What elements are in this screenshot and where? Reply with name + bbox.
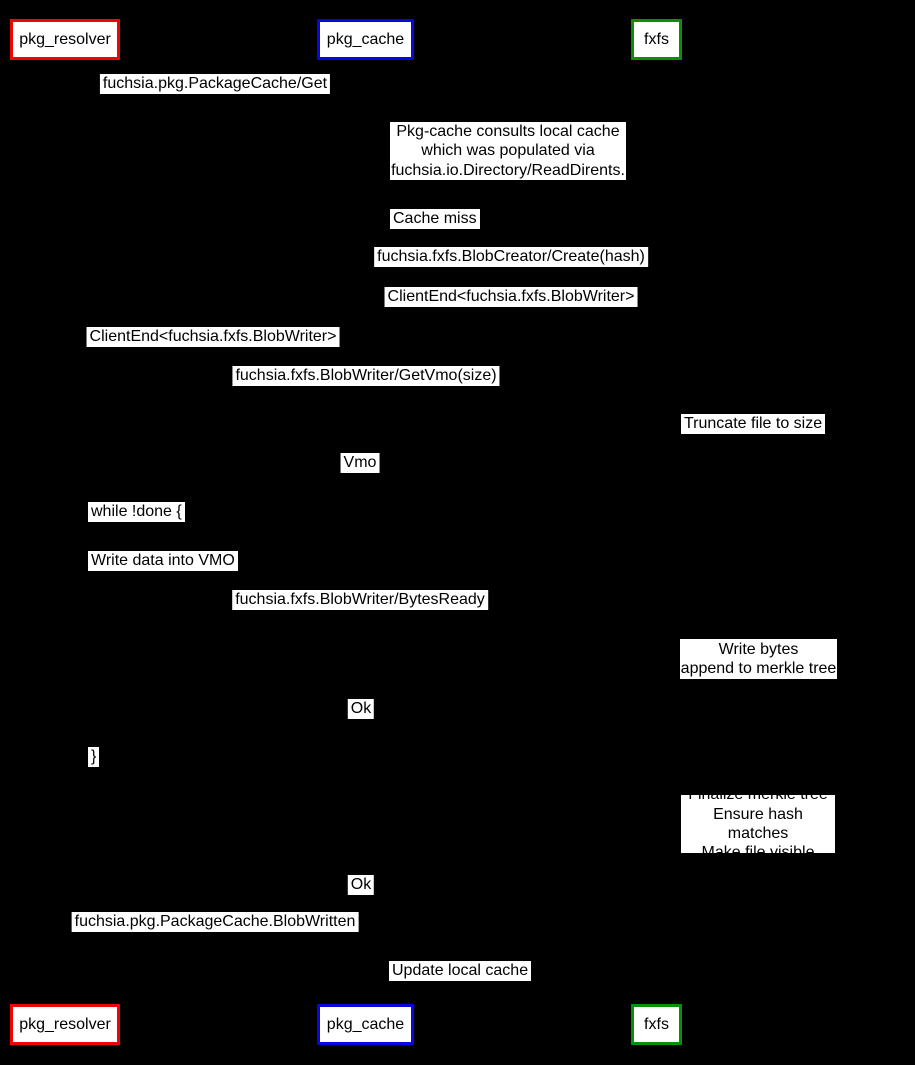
note-line: Pkg-cache consults local cache — [396, 122, 620, 140]
note-while-loop-close: } — [88, 747, 99, 767]
actor-fxfs-top — [631, 19, 682, 60]
lifeline-pkg-cache — [365, 60, 366, 1005]
note-finalize-merkle — [681, 786, 835, 862]
actor-fxfs-bottom — [631, 1004, 682, 1045]
note-write-bytes-merkle — [680, 639, 837, 679]
message-bytesready: fuchsia.fxfs.BlobWriter/BytesReady — [232, 590, 488, 610]
message-line-getvmo — [65, 396, 656, 397]
actor-pkg-resolver-top — [10, 19, 120, 60]
message-line-vmo-reply — [65, 483, 656, 484]
actor-pkg-cache-bottom — [317, 1004, 414, 1045]
message-line-clientend-reply — [365, 317, 656, 318]
message-line-bytesready — [65, 621, 656, 622]
actor-label: pkg_resolver — [19, 1015, 111, 1033]
message-ok-final: Ok — [348, 875, 374, 895]
message-packagecache-get: fuchsia.pkg.PackageCache/Get — [100, 74, 330, 94]
message-line-blobwritten — [65, 943, 365, 944]
note-line: Make file visible — [701, 844, 815, 862]
message-clientend-reply: ClientEnd<fuchsia.fxfs.BlobWriter> — [385, 287, 638, 307]
message-blobwriter-getvmo: fuchsia.fxfs.BlobWriter/GetVmo(size) — [232, 366, 499, 386]
message-line-create — [365, 277, 656, 278]
note-update-local-cache: Update local cache — [389, 961, 531, 981]
message-clientend-forward: ClientEnd<fuchsia.fxfs.BlobWriter> — [87, 327, 340, 347]
message-blobwritten: fuchsia.pkg.PackageCache.BlobWritten — [72, 912, 359, 932]
message-blobcreator-create: fuchsia.fxfs.BlobCreator/Create(hash) — [374, 247, 648, 267]
note-line: Finalize merkle tree — [688, 786, 828, 804]
actor-label: fxfs — [644, 30, 669, 48]
note-cache-consult — [390, 122, 626, 180]
lifeline-pkg-resolver — [64, 60, 65, 1005]
note-line: Ensure hash matches — [713, 805, 803, 842]
actor-pkg-resolver-bottom — [10, 1004, 120, 1045]
note-line: fuchsia.io.Directory/ReadDirents. — [391, 161, 625, 179]
note-line: append to merkle tree — [680, 660, 837, 677]
actor-label: pkg_resolver — [19, 30, 111, 48]
actor-pkg-cache-top — [317, 19, 414, 60]
note-write-data-vmo: Write data into VMO — [88, 551, 238, 571]
actor-label: fxfs — [644, 1015, 669, 1033]
note-line: which was populated via — [421, 142, 595, 160]
message-line-ok-loop — [65, 729, 656, 730]
actor-label: pkg_cache — [326, 1015, 405, 1033]
message-ok-loop: Ok — [348, 699, 374, 719]
note-while-loop-open: while !done { — [88, 502, 185, 522]
note-cache-miss: Cache miss — [390, 209, 480, 229]
message-line-get — [65, 104, 365, 105]
note-line: Write bytes — [718, 640, 799, 658]
note-truncate-file: Truncate file to size — [681, 414, 825, 434]
message-line-clientend-forward — [65, 357, 365, 358]
message-vmo-reply: Vmo — [341, 453, 380, 473]
actor-label: pkg_cache — [326, 30, 405, 48]
message-line-ok-final — [65, 906, 656, 907]
lifeline-fxfs — [656, 60, 657, 1005]
